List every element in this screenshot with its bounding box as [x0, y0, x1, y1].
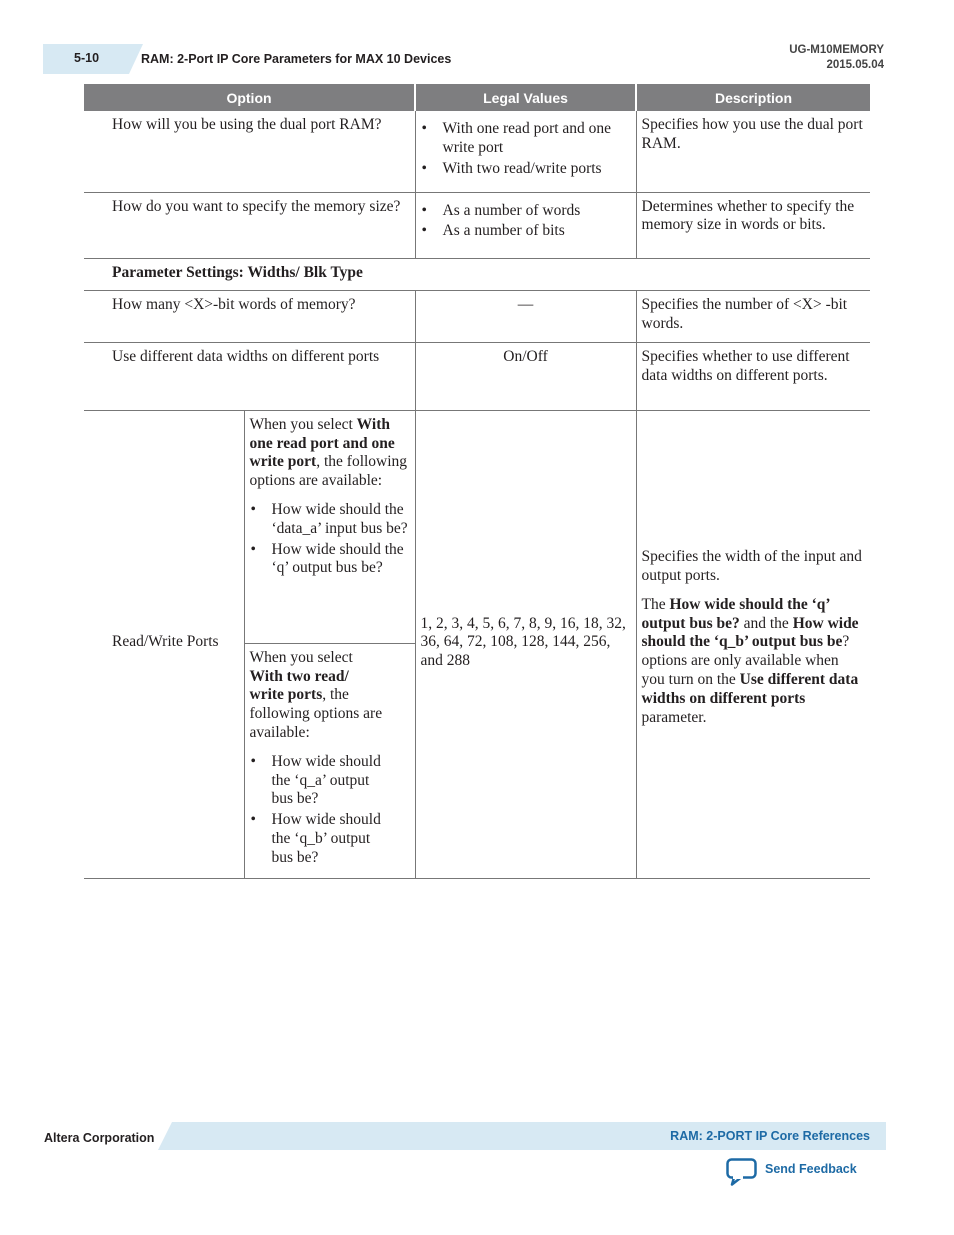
- option-cell: How many <X>-bit words of memory?: [84, 291, 415, 343]
- intro-bold-text: With two read/ write ports: [249, 667, 349, 704]
- company-name: Altera Corporation: [44, 1131, 155, 1145]
- list-item: • As a number of words: [421, 202, 631, 221]
- doc-date: 2015.05.04: [826, 59, 884, 71]
- doc-id: UG-M10MEMORY: [789, 44, 884, 56]
- section-heading-row: [84, 258, 870, 291]
- table-row: [84, 291, 870, 343]
- doc-identifier: [789, 43, 884, 73]
- desc-bold-text: How wide should the ‘q’ output bus be?: [641, 595, 830, 632]
- list-item: • How wide should the ‘q_a’ output bus be?: [250, 753, 385, 809]
- suboption-list: [250, 501, 410, 578]
- list-item: • How wide should the ‘q’ output bus be?: [250, 541, 410, 579]
- description-cell: [636, 410, 870, 878]
- suboption-cell: [244, 410, 415, 643]
- legal-values-list: [421, 202, 631, 242]
- description-cell: Specifies the number of <X> -bit words.: [636, 291, 870, 343]
- section-title: RAM: 2-Port IP Core Parameters for MAX 10 Devices: [141, 52, 452, 66]
- legal-values-cell: —: [415, 291, 636, 343]
- list-item: • How wide should the ‘data_a’ input bus be?: [250, 501, 410, 539]
- desc-text: ? options are only available when you turn on the: [641, 633, 850, 688]
- description-cell: Determines whether to specify the memory size in words or bits.: [636, 192, 870, 258]
- legal-values-cell: On/Off: [415, 342, 636, 410]
- desc-text: The: [641, 595, 670, 613]
- intro-text: , the following options are available:: [249, 453, 408, 490]
- intro-text: When you select: [249, 648, 353, 666]
- suboption-list: [250, 753, 385, 868]
- option-cell: How will you be using the dual port RAM?: [84, 111, 415, 192]
- parameters-table: [84, 84, 870, 879]
- legal-values-list: [421, 120, 631, 178]
- legal-values-cell: [415, 111, 636, 192]
- option-cell: How do you want to specify the memory size?: [84, 192, 415, 258]
- description-cell: Specifies whether to use different data widths on different ports.: [636, 342, 870, 410]
- list-item: • With two read/write ports: [421, 160, 631, 179]
- option-cell: Use different data widths on different ports: [84, 342, 415, 410]
- speech-bubble-icon: [726, 1158, 758, 1186]
- intro-bold-text: With one read port and one write port: [249, 415, 395, 471]
- intro-text: , the following options are available:: [249, 686, 383, 742]
- table-row: [84, 111, 870, 192]
- page-number: 5-10: [74, 51, 100, 65]
- references-link[interactable]: RAM: 2-PORT IP Core References: [670, 1129, 870, 1143]
- list-item: • With one read port and one write port: [421, 120, 631, 158]
- table-row: [84, 342, 870, 410]
- table-header-row: [84, 84, 870, 111]
- legal-values-cell: [415, 192, 636, 258]
- header-description: Description: [636, 84, 870, 111]
- suboption-intro: [250, 416, 410, 491]
- desc-bold-text: How wide should the ‘q_b’ output bus be: [641, 614, 859, 651]
- suboption-cell: [244, 643, 415, 878]
- table-row: [84, 192, 870, 258]
- table-row: [84, 410, 870, 643]
- desc-bold-text: Use different data widths on different ports: [641, 670, 859, 707]
- list-item: • As a number of bits: [421, 222, 631, 241]
- description-paragraph: Specifies the width of the input and output ports.: [641, 548, 862, 584]
- header-option: Option: [84, 84, 415, 111]
- option-cell: Read/Write Ports: [84, 410, 244, 878]
- suboption-intro: [250, 649, 385, 743]
- description-paragraph: [642, 596, 866, 728]
- desc-text: parameter.: [641, 708, 707, 726]
- desc-text: and the: [739, 614, 793, 632]
- list-item: • How wide should the ‘q_b’ output bus be?: [250, 811, 385, 867]
- section-heading: Parameter Settings: Widths/ Blk Type: [84, 258, 870, 291]
- legal-values-cell: 1, 2, 3, 4, 5, 6, 7, 8, 9, 16, 18, 32, 36, 64, 72, 108, 128, 144, 256, and 288: [415, 410, 636, 878]
- intro-text: When you select: [249, 415, 357, 433]
- header-legal-values: Legal Values: [415, 84, 636, 111]
- send-feedback-label: Send Feedback: [765, 1162, 857, 1176]
- description-cell: Specifies how you use the dual port RAM.: [636, 111, 870, 192]
